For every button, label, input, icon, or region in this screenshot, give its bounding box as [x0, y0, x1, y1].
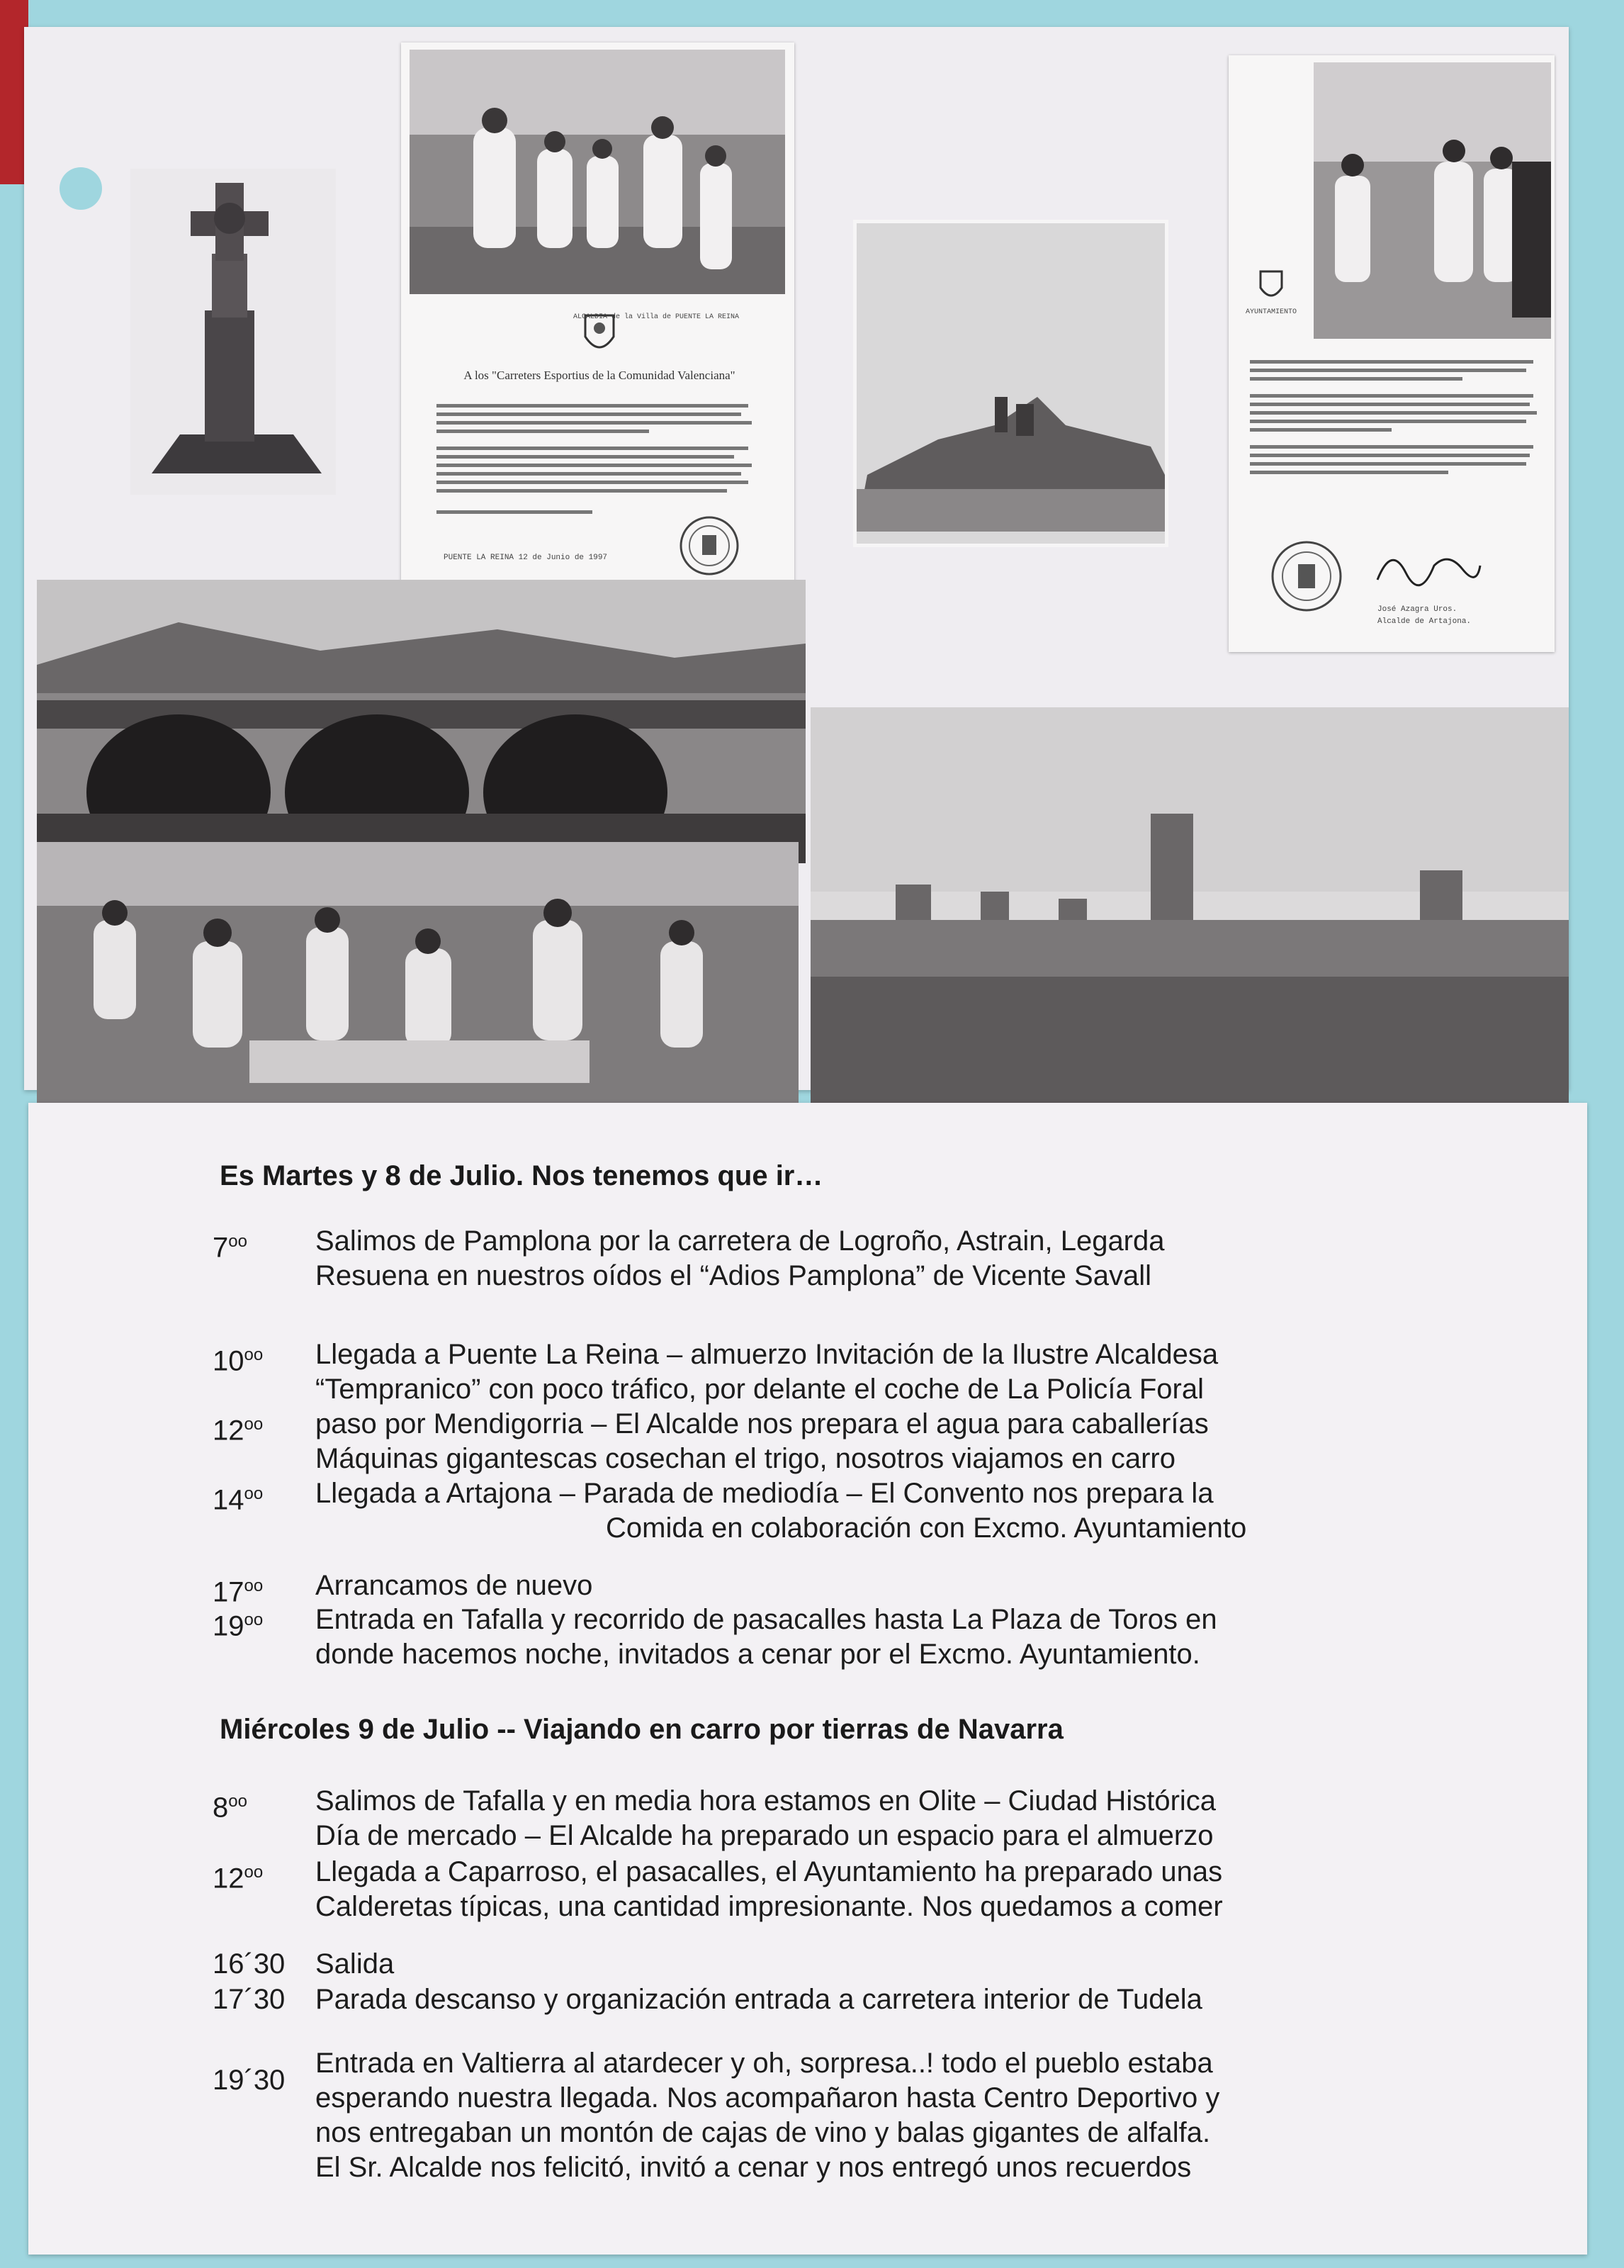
entry-time-sup: oo: [228, 1232, 247, 1251]
entry-line: Entrada en Tafalla y recorrido de pasacalles hasta La Plaza de Toros en: [315, 1604, 1217, 1635]
castle-walls-photo: [811, 707, 1569, 1104]
entry-time: 19: [213, 1610, 244, 1642]
entry-line: Salimos de Tafalla y en media hora estamos en Olite – Ciudad Histórica: [315, 1785, 1217, 1817]
entry-line: Salida: [315, 1948, 395, 1980]
bridge-photo: [37, 580, 806, 863]
letter2-signature-role: Alcalde de Artajona.: [1377, 617, 1472, 626]
entry-line: Resuena en nuestros oídos el “Adios Pamplona” de Vicente Savall: [315, 1260, 1151, 1291]
entry-line: Llegada a Artajona – Parada de mediodía – El Convento nos prepara la: [315, 1478, 1214, 1509]
entry-time: 19´30: [213, 2065, 286, 2096]
entry-time-sup: oo: [244, 1484, 264, 1503]
letter2-header: AYUNTAMIENTO: [1245, 308, 1297, 316]
letter1-date: PUENTE LA REINA 12 de Junio de 1997: [444, 554, 608, 562]
entry-line: “Tempranico” con poco tráfico, por delante el coche de La Policía Foral: [315, 1374, 1205, 1405]
reception-photo: [1314, 62, 1551, 339]
entry-line: Salimos de Pamplona por la carretera de Logroño, Astrain, Legarda: [315, 1225, 1165, 1257]
entry-time-sup: oo: [228, 1792, 247, 1811]
day2-heading: Miércoles 9 de Julio -- Viajando en carro por tierras de Navarra: [220, 1714, 1064, 1745]
entry-line: Calderetas típicas, una cantidad impresionante. Nos quedamos a comer: [315, 1891, 1223, 1922]
entry-time-sup: oo: [244, 1576, 264, 1595]
crest-icon: [1257, 268, 1285, 303]
entry-time: 17: [213, 1576, 244, 1608]
letter-artajona: [1229, 55, 1555, 652]
letter2-body-text: [1250, 353, 1540, 523]
entry-time: 17´30: [213, 1984, 286, 2015]
entry-line: paso por Mendigorria – El Alcalde nos prepara el agua para caballerías: [315, 1408, 1209, 1439]
entry-time: 14: [213, 1484, 244, 1516]
entry-time-sup: oo: [244, 1415, 264, 1434]
crowd-photo: [37, 842, 799, 1106]
entry-time-sup: oo: [244, 1863, 264, 1882]
stone-cross-photo: [130, 169, 336, 495]
entry-line: nos entregaban un montón de cajas de vino y balas gigantes de alfalfa.: [315, 2117, 1211, 2148]
procession-photo: [410, 50, 785, 294]
entry-line: Entrada en Valtierra al atardecer y oh, sorpresa..! todo el pueblo estaba: [315, 2048, 1213, 2079]
entry-line: Máquinas gigantescas cosechan el trigo, nosotros viajamos en carro: [315, 1443, 1175, 1474]
entry-time: 12: [213, 1863, 244, 1894]
entry-time-sup: oo: [244, 1610, 264, 1629]
collage-sheet: [24, 27, 1569, 1090]
stamp-seal-icon: [1268, 537, 1346, 615]
entry-time: 7: [213, 1232, 229, 1264]
entry-time: 12: [213, 1415, 244, 1447]
entry-line: donde hacemos noche, invitados a cenar por el Excmo. Ayuntamiento.: [315, 1639, 1200, 1670]
letter1-salutation: A los "Carreters Esportius de la Comunidad Valenciana": [463, 369, 735, 382]
entry-line: Comida en colaboración con Excmo. Ayuntamiento: [606, 1512, 1247, 1544]
entry-time: 10: [213, 1345, 244, 1377]
letter-puente-la-reina: [401, 43, 794, 590]
entry-line: Llegada a Puente La Reina – almuerzo Invitación de la Ilustre Alcaldesa: [315, 1339, 1219, 1370]
entry-time: 8: [213, 1792, 229, 1824]
stamp-seal-icon: [677, 514, 741, 578]
handwritten-signature: [1370, 537, 1484, 601]
entry-line: El Sr. Alcalde nos felicitó, invitó a cenar y nos entregó unos recuerdos: [315, 2152, 1192, 2183]
entry-line: Llegada a Caparroso, el pasacalles, el Ayuntamiento ha preparado unas: [315, 1856, 1223, 1887]
entry-time: 16´30: [213, 1948, 286, 1980]
entry-line: Día de mercado – El Alcalde ha preparado un espacio para el almuerzo: [315, 1820, 1214, 1851]
letter1-header: ALCALDIA de la Villa de PUENTE LA REINA: [573, 313, 740, 321]
artajona-town-photo: [853, 220, 1168, 547]
entry-line: Parada descanso y organización entrada a carretera interior de Tudela: [315, 1984, 1202, 2015]
punch-hole: [60, 167, 102, 210]
day1-heading: Es Martes y 8 de Julio. Nos tenemos que ir…: [220, 1160, 823, 1191]
entry-line: Arrancamos de nuevo: [315, 1570, 593, 1601]
entry-line: esperando nuestra llegada. Nos acompañaron hasta Centro Deportivo y: [315, 2082, 1220, 2113]
entry-time-sup: oo: [244, 1345, 264, 1364]
letter2-signature-name: José Azagra Uros.: [1377, 605, 1457, 614]
